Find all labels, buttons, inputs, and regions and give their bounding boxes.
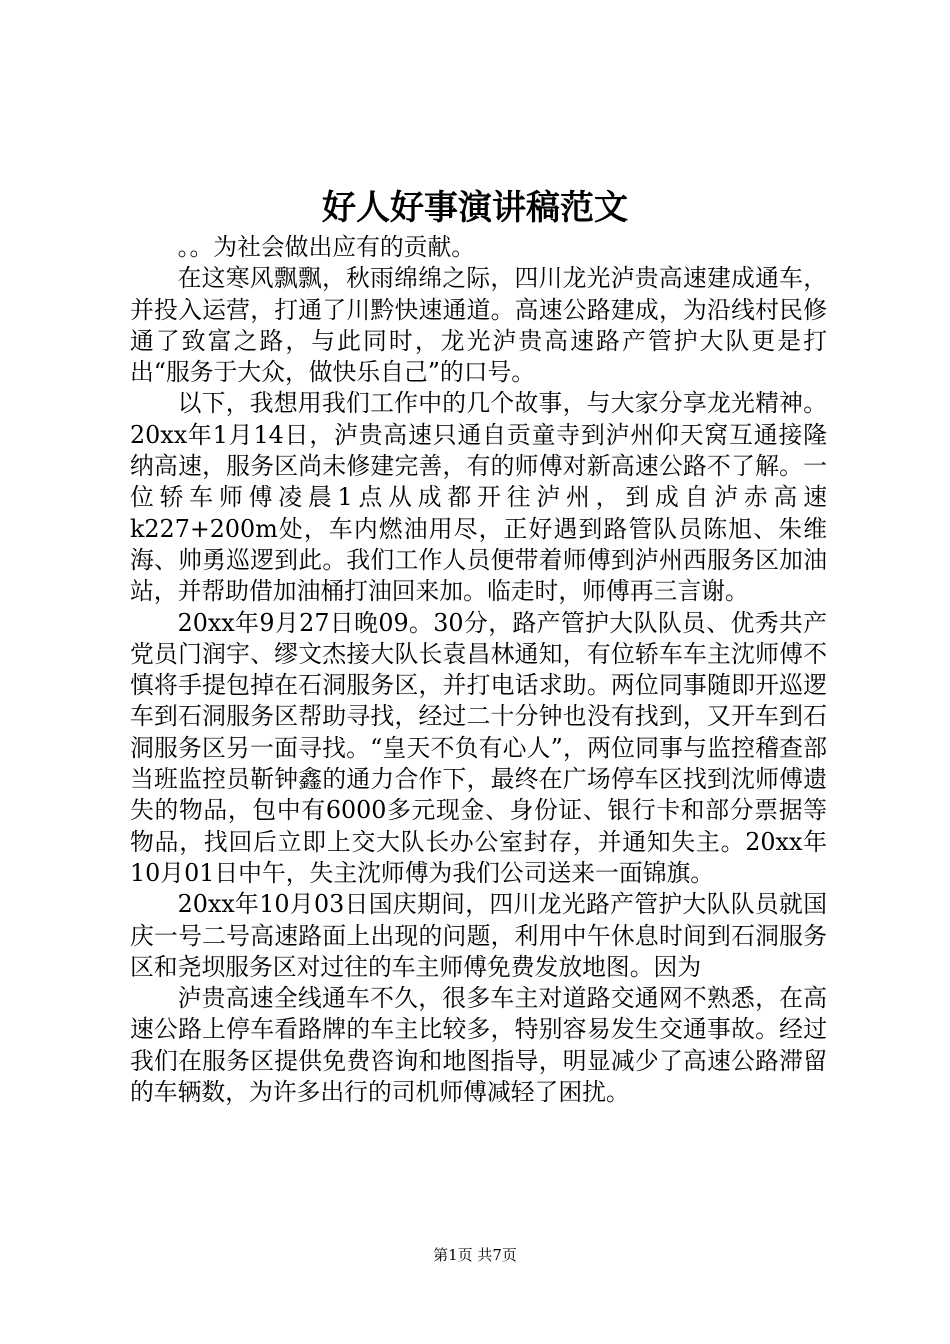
document-title: 好人好事演讲稿范文 bbox=[322, 188, 628, 228]
paragraph: 20xx年9月27日晚09。30分，路产管护大队队员、优秀共产党员门润宇、缪文杰接大队长袁昌林通知，有位轿车车主沈师傅不慎将手提包掉在石洞服务区，并打电话求助。两位同事随即开巡逻车到石洞服务区帮助寻找，经过二十分钟也没有找到，又开车到石洞服务区另一面寻找。“皇天不负有心人”，两位同事与监控稽查部当班监控员靳钟鑫的通力合作下，最终在广场停车区找到沈师傅遗失的物品，包中有6000多元现金、身份证、银行卡和部分票据等物品，找回后立即上交大队长办公室封存，并通知失主。20xx年10月01日中午，失主沈师傅为我们公司送来一面锦旗。 bbox=[130, 608, 827, 887]
paragraph: 以下，我想用我们工作中的几个故事，与大家分享龙光精神。20xx年1月14日，泸贵高速只通自贡童寺到泸州仰天窝互通接隆纳高速，服务区尚未修建完善，有的师傅对新高速公路不了解。一位轿车师傅凌晨1点从成都开往泸州，到成自泸赤高速k227+200m处，车内燃油用尽，正好遇到路管队员陈旭、朱维海、帅勇巡逻到此。我们工作人员便带着师傅到泸州西服务区加油站，并帮助借加油桶打油回来加。临走时，师傅再三言谢。 bbox=[130, 389, 827, 606]
page-footer: 第1页 共7页 bbox=[433, 1246, 517, 1264]
paragraph: 泸贵高速全线通车不久，很多车主对道路交通网不熟悉，在高速公路上停车看路牌的车主比较多，特别容易发生交通事故。经过我们在服务区提供免费咨询和地图指导，明显减少了高速公路滞留的车辆数，为许多出行的司机师傅减轻了困扰。 bbox=[130, 984, 827, 1107]
document-body bbox=[130, 232, 827, 1108]
paragraph: 。。为社会做出应有的贡献。 bbox=[177, 233, 476, 261]
paragraph: 20xx年10月03日国庆期间，四川龙光路产管护大队队员就国庆一号二号高速路面上出现的问题，利用中午休息时间到石洞服务区和尧坝服务区对过往的车主师傅免费发放地图。因为 bbox=[130, 890, 827, 981]
paragraph: 在这寒风飘飘，秋雨绵绵之际，四川龙光泸贵高速建成通车，并投入运营，打通了川黔快速通道。高速公路建成，为沿线村民修通了致富之路，与此同时，龙光泸贵高速路产管护大队更是打出“服务于大众，做快乐自己”的口号。 bbox=[130, 264, 827, 387]
